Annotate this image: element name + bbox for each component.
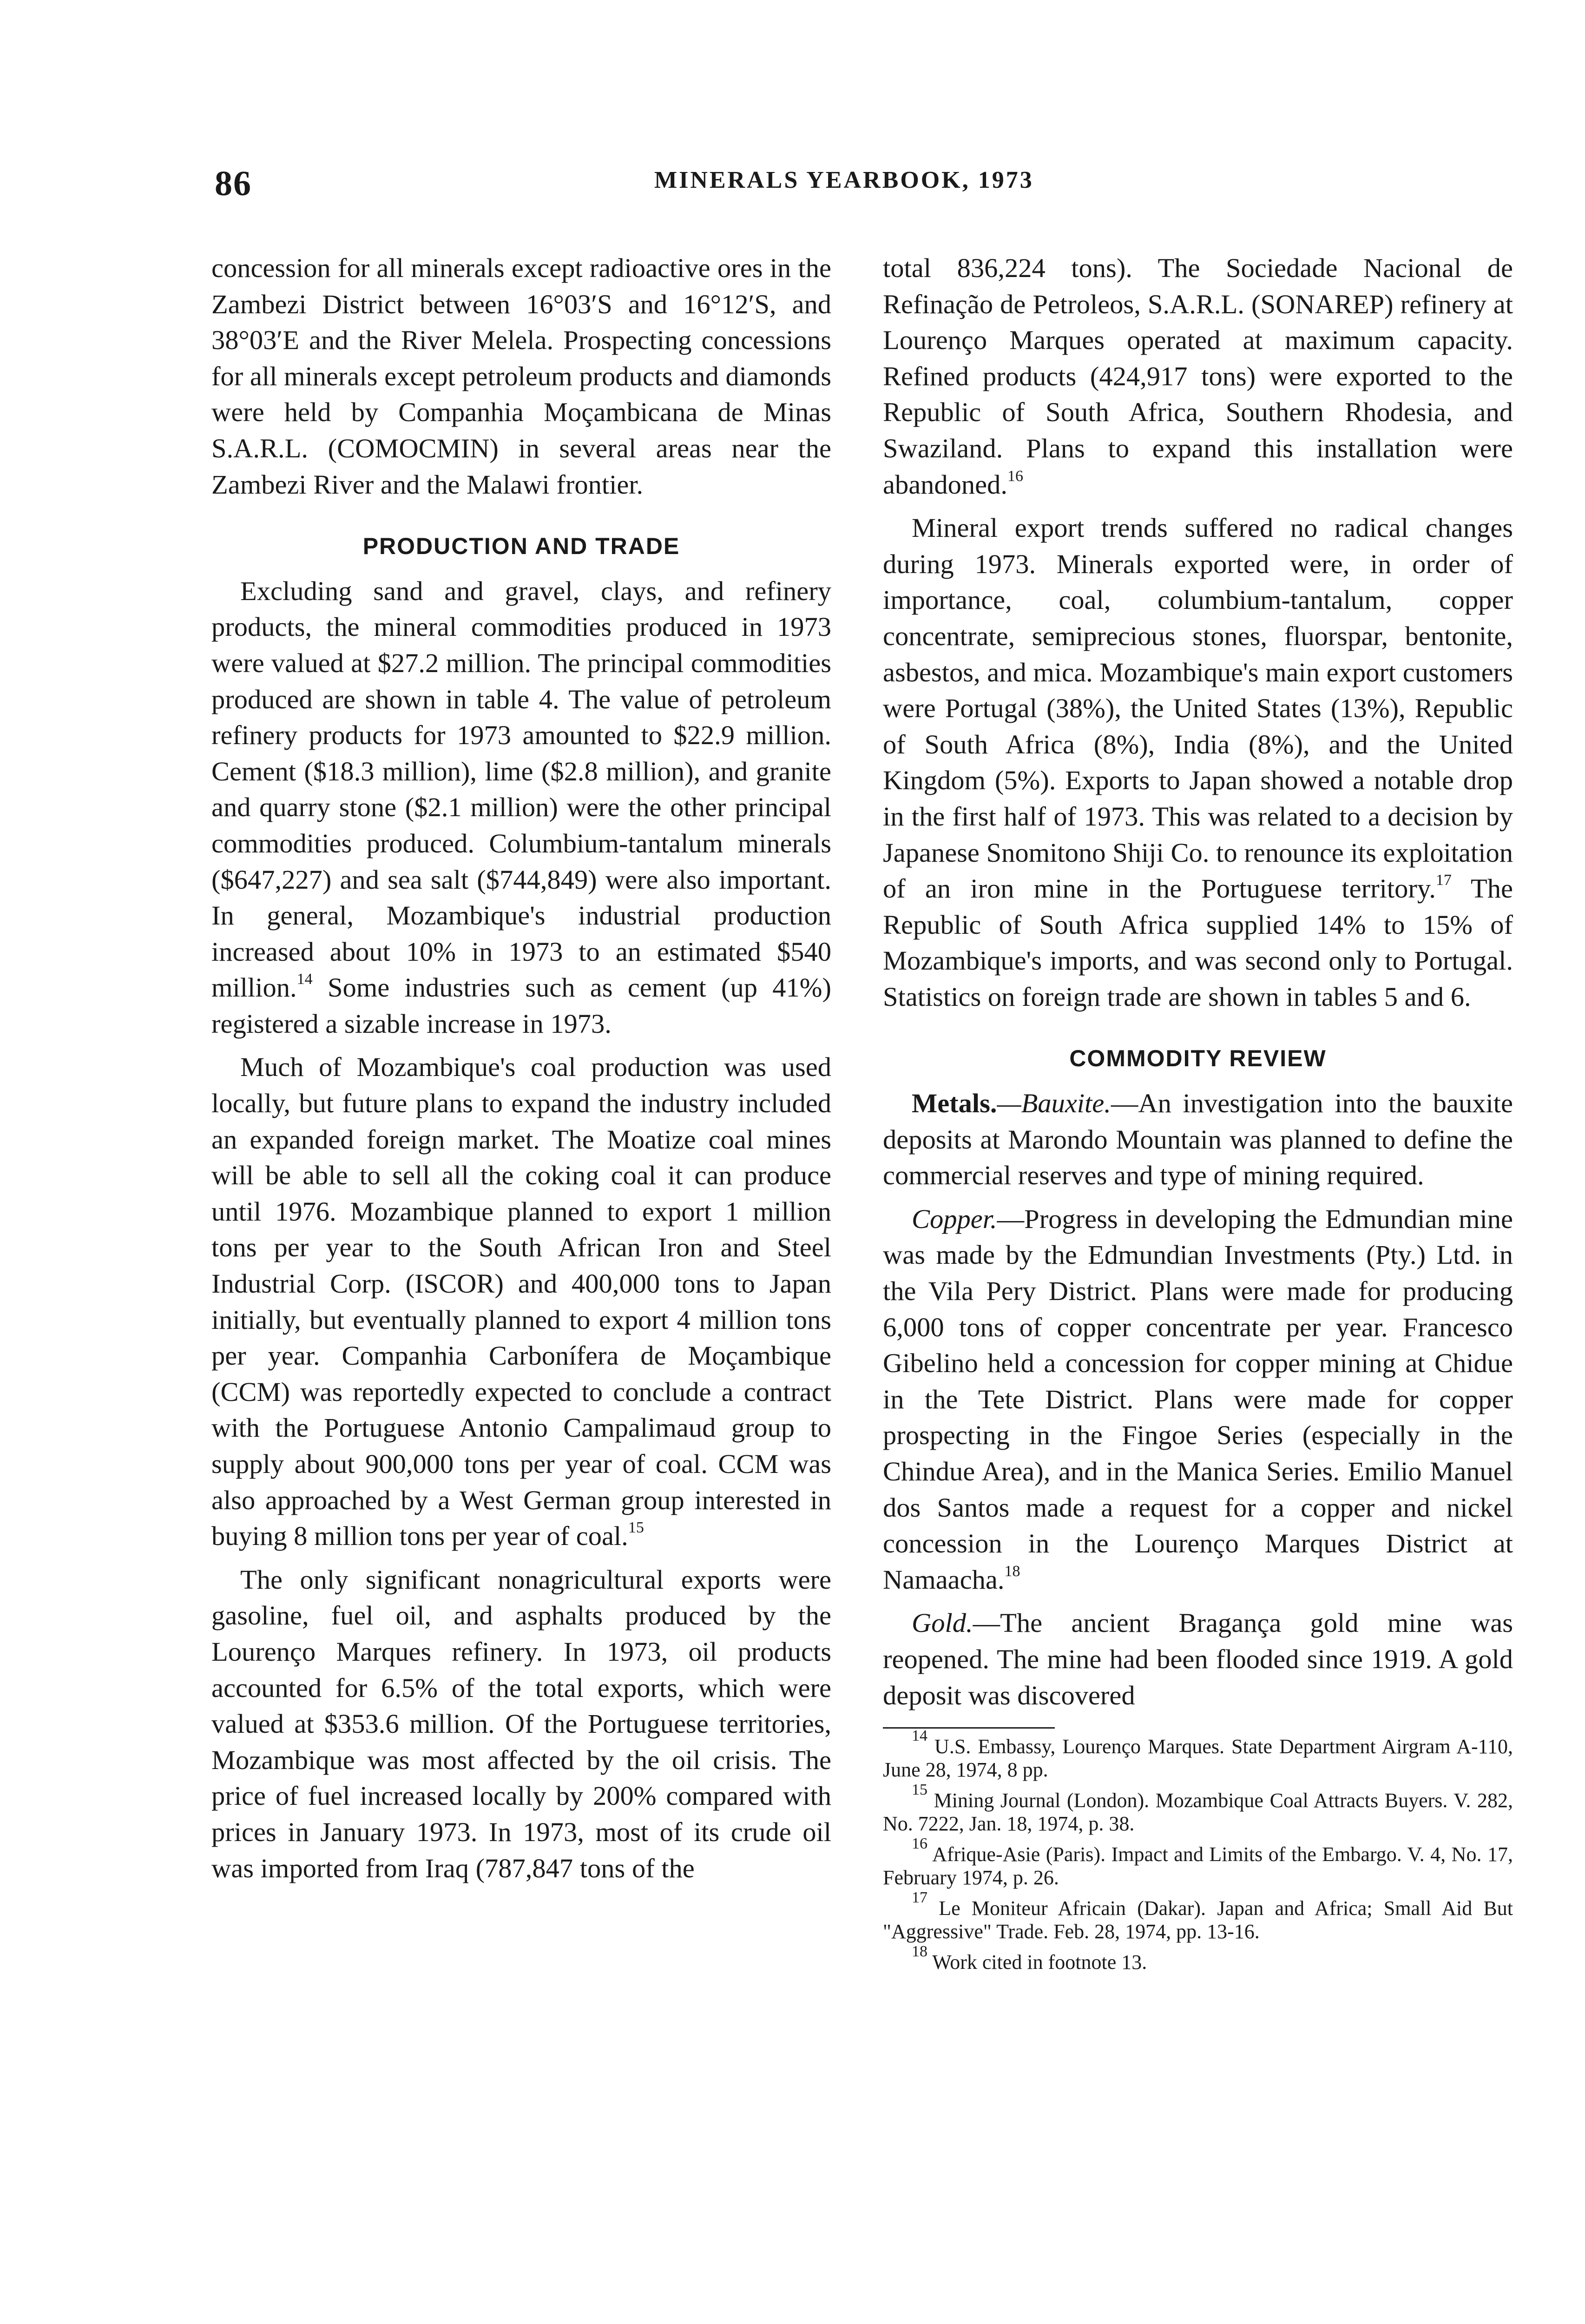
paragraph-exports: The only significant nonagricultural exports were gasoline, fuel oil, and asphalts produced by the Lourenço Marques refinery. In 1973, oil products accounted for 6.5% of the total exports, which were valued at $353.6 million. Of the Portuguese territories, Mozambique was most affected by the oil crisis. The price of fuel increased locally by 200% compared with prices in January 1973. In 1973, most of its crude oil was imported from Iraq (787,847 tons of the <box>211 1564 831 1883</box>
footnote-ref: 16 <box>1007 467 1024 485</box>
paragraph-intro: concession for all minerals except radioactive ores in the Zambezi District between 16°03′S and 16°12′S, and 38°03′E and the River Melela. Prospecting concessions for all minerals except petroleum products and diamonds were held by Companhia Moçambicana de Minas S.A.R.L. (COMOCMIN) in several areas near the Zambezi River and the Malawi frontier. <box>211 253 831 500</box>
paragraph-text: total 836,224 tons). The Sociedade Nacional de Refinação de Petroleos, S.A.R.L. (SONAREP) refinery at Lourenço Marques operated at maximum capacity. Refined products (424,917 tons) were exported to the Republic of South Africa, Southern Rhodesia, and Swaziland. Plans to expand this installation were abandoned. <box>883 253 1513 500</box>
footnote-number: 17 <box>912 1888 927 1906</box>
footnote <box>883 1942 1513 1974</box>
paragraph-copper <box>883 1201 1513 1598</box>
run-in-heading-metals: Metals. <box>912 1088 997 1119</box>
footnote <box>883 1888 1513 1943</box>
footnote <box>883 1727 1513 1782</box>
paragraph-text: Some industries such as cement (up 41%) registered a sizable increase in 1973. <box>211 972 831 1039</box>
footnote-ref: 17 <box>1435 871 1452 889</box>
paragraph-text: Much of Mozambique's coal production was used locally, but future plans to expand the industry included an expanded foreign market. The Moatize coal mines will be able to sell all the coking coal it can produce until 1976. Mozambique planned to export 1 million tons per year to the South African Iron and Steel Industrial Corp. (ISCOR) and 400,000 tons to Japan initially, but eventually planned to export 4 million tons per year. Companhia Carbonífera de Moçambique (CCM) was reportedly expected to conclude a contract with the Portuguese Antonio Campalimaud group to supply about 900,000 tons per year of coal. CCM was also approached by a West German group interested in buying 8 million tons per year of coal. <box>211 1052 831 1552</box>
footnote-number: 16 <box>912 1835 927 1852</box>
footnote-ref: 14 <box>296 971 313 988</box>
running-title: MINERALS YEARBOOK, 1973 <box>654 167 1034 193</box>
left-column <box>211 250 831 1886</box>
paragraph-production <box>211 573 831 1042</box>
paragraph-text: —An investigation into the bauxite deposits at Marondo Mountain was planned to define the commercial reserves and type of mining required. <box>883 1088 1513 1191</box>
run-in-heading-gold: Gold. <box>912 1608 973 1638</box>
paragraph-text: —The ancient Bragança gold mine was reopened. The mine had been flooded since 1919. A gold deposit was discovered <box>883 1608 1513 1710</box>
footnote <box>883 1835 1513 1889</box>
footnotes <box>883 1727 1513 1974</box>
paragraph-text: The Republic of South Africa supplied 14% to 15% of Mozambique's imports, and was second only to Portugal. Statistics on foreign trade are shown in tables 5 and 6. <box>883 873 1513 1012</box>
paragraph-refinery <box>883 250 1513 502</box>
right-column <box>883 250 1513 1974</box>
footnote-text: Afrique-Asie (Paris). Impact and Limits of the Embargo. V. 4, No. 17, February 1974, p. 26. <box>883 1843 1513 1889</box>
footnote-text: U.S. Embassy, Lourenço Marques. State Department Airgram A-110, June 28, 1974, 8 pp. <box>883 1735 1513 1782</box>
paragraph-export-trends <box>883 510 1513 1015</box>
footnote-number: 18 <box>912 1942 927 1960</box>
footnote-text: Mining Journal (London). Mozambique Coal Attracts Buyers. V. 282, No. 7222, Jan. 18, 1974, p. 38. <box>883 1789 1513 1835</box>
paragraph-text: Excluding sand and gravel, clays, and refinery products, the mineral commodities produced in 1973 were valued at $27.2 million. The principal commodities produced are shown in table 4. The value of petroleum refinery products for 1973 amounted to $22.9 million. Cement ($18.3 million), lime ($2.8 million), and granite and quarry stone ($2.1 million) were the other principal commodities produced. Columbium-tantalum minerals ($647,227) and sea salt ($744,849) were also important. In general, Mozambique's industrial production increased about 10% in 1973 to an estimated $540 million. <box>211 575 831 1003</box>
footnote-divider <box>883 1727 1055 1729</box>
footnote-ref: 18 <box>1004 1562 1020 1580</box>
page-number: 86 <box>215 164 252 203</box>
paragraph-text: —Progress in developing the Edmundian mine was made by the Edmundian Investments (Pty.) Ltd. in the Vila Pery District. Plans were made for producing 6,000 tons of copper concentrate per year. Francesco Gibelino held a concession for copper mining at Chidue in the Tete District. Plans were made for copper prospecting in the Fingoe Series (especially in the Chindue Area), and in the Manica Series. Emilio Manuel dos Santos made a request for a copper and nickel concession in the Lourenço Marques District at Namaacha. <box>883 1203 1513 1595</box>
footnote-ref: 15 <box>628 1519 644 1536</box>
paragraph-text: Mineral export trends suffered no radical changes during 1973. Minerals exported were, in order of importance, coal, columbium-tantalum, copper concentrate, semiprecious stones, fluorspar, bentonite, asbestos, and mica. Mozambique's main export customers were Portugal (38%), the United States (13%), Republic of South Africa (8%), India (8%), and the United Kingdom (5%). Exports to Japan showed a notable drop in the first half of 1973. This was related to a decision by Japanese Snomitono Shiji Co. to renounce its exploitation of an iron mine in the Portuguese territory. <box>883 513 1513 904</box>
footnote-text: Work cited in footnote 13. <box>927 1951 1147 1974</box>
footnote <box>883 1781 1513 1835</box>
paragraph-bauxite <box>883 1085 1513 1194</box>
footnote-text: Le Moniteur Africain (Dakar). Japan and Africa; Small Aid But "Aggressive" Trade. Feb. 28, 1974, pp. 13-16. <box>883 1897 1513 1943</box>
paragraph-gold <box>883 1605 1513 1713</box>
footnote-number: 15 <box>912 1781 927 1798</box>
run-in-heading-bauxite: —Bauxite. <box>997 1088 1111 1119</box>
section-heading-commodity-review: COMMODITY REVIEW <box>1069 1045 1327 1072</box>
run-in-heading-copper: Copper. <box>912 1203 997 1234</box>
paragraph-coal <box>211 1049 831 1554</box>
footnote-number: 14 <box>912 1727 927 1744</box>
section-heading-production-and-trade: PRODUCTION AND TRADE <box>362 533 680 560</box>
